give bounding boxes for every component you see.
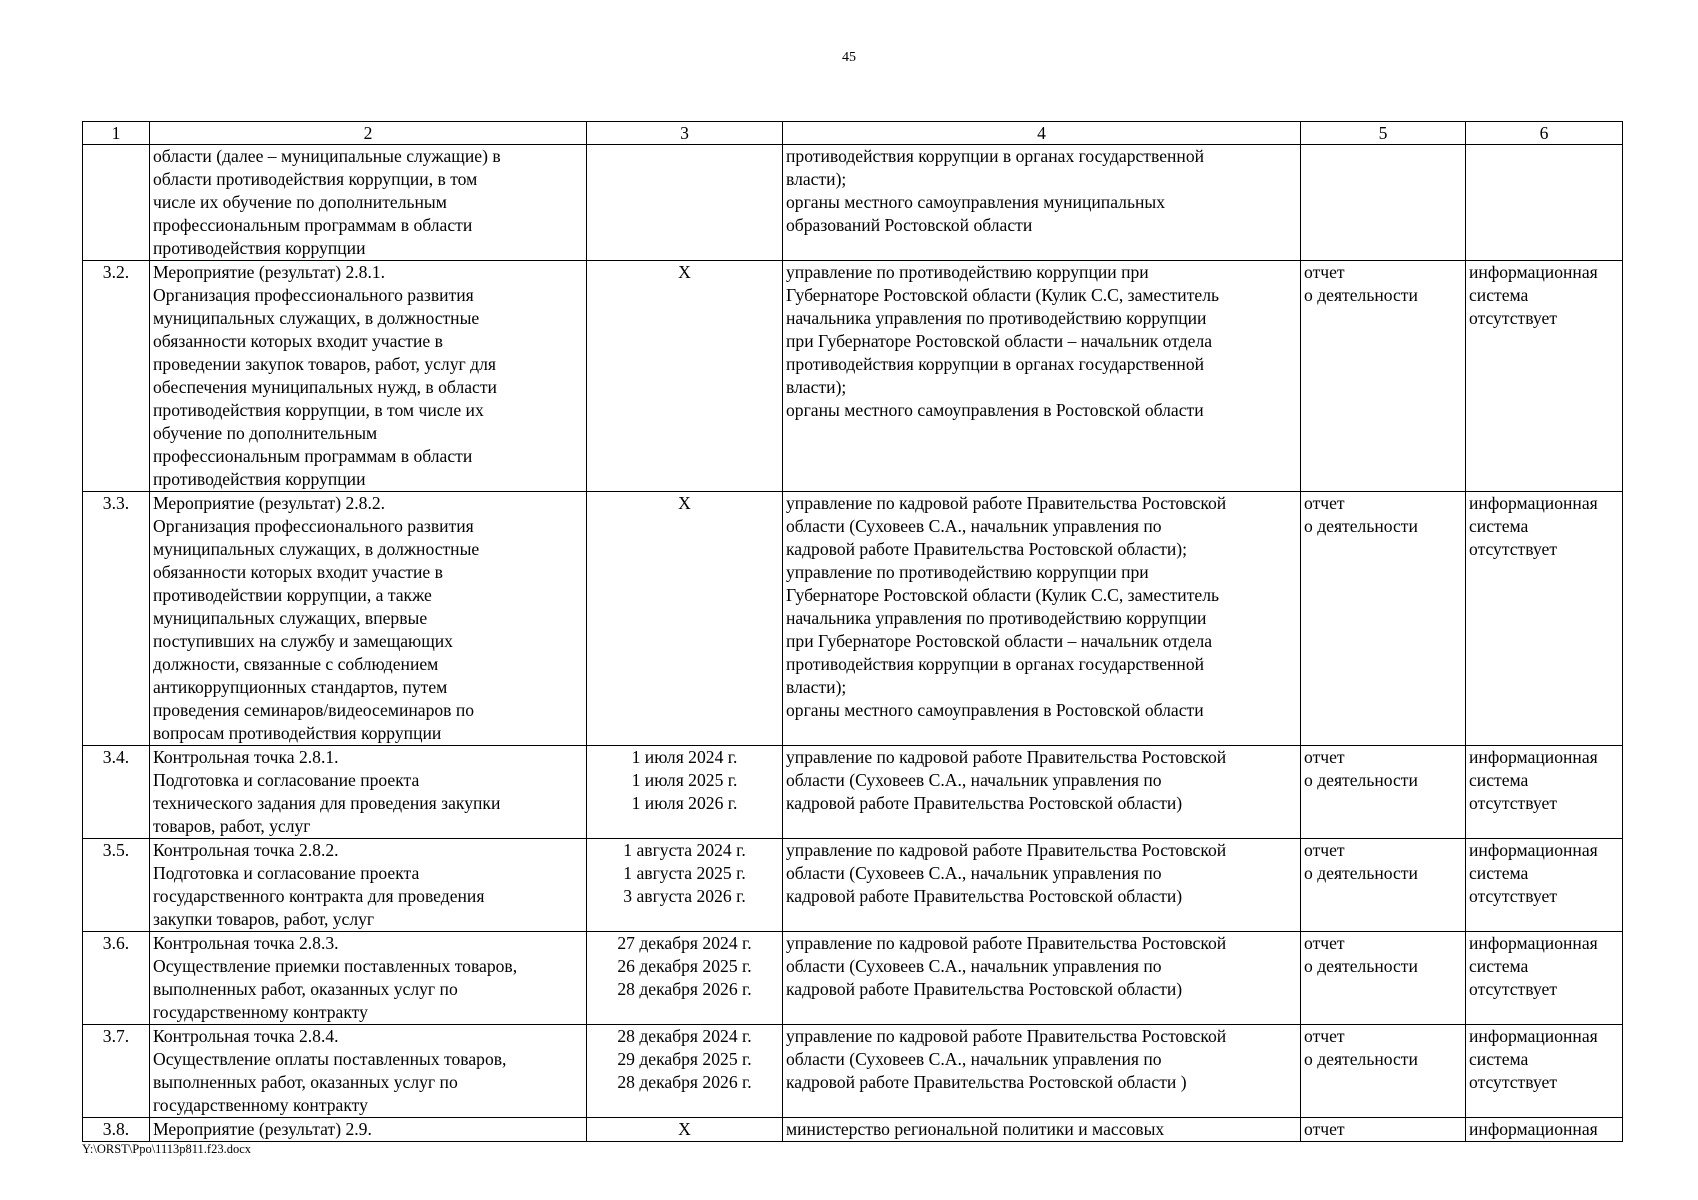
cell-line: обязанности которых входит участие в [153, 331, 443, 351]
description-cell [150, 746, 587, 839]
cell-line: образований Ростовской области [786, 215, 1033, 235]
cell-line: Подготовка и согласование проекта [153, 770, 420, 790]
cell-line: система [1469, 956, 1529, 976]
responsible-cell [783, 1025, 1301, 1118]
cell-line: профессиональным программам в области [153, 215, 473, 235]
cell-line: Х [678, 262, 691, 282]
information-system-cell [1466, 145, 1623, 261]
cell-line: 1 августа 2024 г. [623, 840, 746, 860]
deadline-cell [587, 1118, 783, 1142]
cell-line: товаров, работ, услуг [153, 816, 311, 836]
column-header: 6 [1466, 122, 1623, 145]
responsible-cell [783, 746, 1301, 839]
deadline-cell [587, 932, 783, 1025]
cell-line: управление по противодействию коррупции при [786, 562, 1149, 582]
column-header: 2 [150, 122, 587, 145]
deadline-cell [587, 145, 783, 261]
cell-line: информационная [1469, 747, 1598, 767]
table-row [83, 261, 1623, 492]
cell-line: управление по кадровой работе Правительства Ростовской [786, 1026, 1227, 1046]
description-cell [150, 932, 587, 1025]
cell-line: 27 декабря 2024 г. [617, 933, 752, 953]
cell-line: Губернаторе Ростовской области (Кулик С.С, заместитель [786, 585, 1220, 605]
cell-line: управление по кадровой работе Правительства Ростовской [786, 747, 1227, 767]
cell-line: обучение по дополнительным [153, 423, 378, 443]
column-header: 5 [1301, 122, 1466, 145]
cell-line: отчет [1304, 262, 1345, 282]
document-cell [1301, 145, 1466, 261]
cell-line: отсутствует [1469, 539, 1558, 559]
description-cell [150, 1025, 587, 1118]
cell-line: власти); [786, 677, 847, 697]
cell-line: отчет [1304, 493, 1345, 513]
cell-line: проведении закупок товаров, работ, услуг для [153, 354, 496, 374]
cell-line: управление по кадровой работе Правительства Ростовской [786, 493, 1227, 513]
description-cell [150, 1118, 587, 1142]
deadline-cell [587, 492, 783, 746]
cell-line: должности, связанные с соблюдением [153, 654, 439, 674]
deadline-cell [587, 1025, 783, 1118]
cell-line: органы местного самоуправления муниципальных [786, 192, 1166, 212]
cell-line: Мероприятие (результат) 2.8.2. [153, 493, 386, 513]
cell-line: области (Суховеев С.А., начальник управления по [786, 1049, 1162, 1069]
responsible-cell [783, 1118, 1301, 1142]
cell-line: о деятельности [1304, 770, 1418, 790]
row-number-cell: 3.5. [83, 839, 150, 932]
cell-line: 28 декабря 2026 г. [617, 1072, 752, 1092]
cell-line: противодействия коррупции в органах государственной [786, 354, 1205, 374]
cell-line: органы местного самоуправления в Ростовской области [786, 700, 1204, 720]
cell-line: органы местного самоуправления в Ростовской области [786, 400, 1204, 420]
cell-line: отсутствует [1469, 886, 1558, 906]
document-cell [1301, 1118, 1466, 1142]
table-row [83, 1025, 1623, 1118]
description-cell [150, 839, 587, 932]
information-system-cell [1466, 492, 1623, 746]
responsible-cell [783, 932, 1301, 1025]
cell-line: система [1469, 285, 1529, 305]
cell-line: Контрольная точка 2.8.4. [153, 1026, 339, 1046]
document-cell [1301, 492, 1466, 746]
responsible-cell [783, 145, 1301, 261]
cell-line: выполненных работ, оказанных услуг по [153, 979, 458, 999]
cell-line: информационная [1469, 1026, 1598, 1046]
cell-line: начальника управления по противодействию коррупции [786, 608, 1207, 628]
cell-line: 1 июля 2026 г. [631, 793, 738, 813]
table-row [83, 746, 1623, 839]
deadline-cell [587, 746, 783, 839]
cell-line: кадровой работе Правительства Ростовской области) [786, 793, 1183, 813]
row-number-cell: 3.2. [83, 261, 150, 492]
row-number-cell: 3.7. [83, 1025, 150, 1118]
cell-line: отчет [1304, 840, 1345, 860]
document-cell [1301, 839, 1466, 932]
header-row [83, 122, 1623, 145]
cell-line: информационная [1469, 1119, 1598, 1139]
cell-line: области (Суховеев С.А., начальник управления по [786, 516, 1162, 536]
responsible-cell [783, 261, 1301, 492]
description-cell [150, 492, 587, 746]
cell-line: числе их обучение по дополнительным [153, 192, 447, 212]
cell-line: информационная [1469, 493, 1598, 513]
cell-line: профессиональным программам в области [153, 446, 473, 466]
document-cell [1301, 1025, 1466, 1118]
document-cell [1301, 932, 1466, 1025]
page-number: 45 [842, 50, 856, 65]
row-number-cell: 3.3. [83, 492, 150, 746]
information-system-cell [1466, 932, 1623, 1025]
cell-line: противодействии коррупции, а также [153, 585, 432, 605]
cell-line: власти); [786, 377, 847, 397]
cell-line: отсутствует [1469, 979, 1558, 999]
information-system-cell [1466, 1025, 1623, 1118]
table-row [83, 1118, 1623, 1142]
cell-line: 3 августа 2026 г. [623, 886, 746, 906]
row-number-cell: 3.4. [83, 746, 150, 839]
table-row [83, 932, 1623, 1025]
cell-line: отсутствует [1469, 1072, 1558, 1092]
cell-line: информационная [1469, 262, 1598, 282]
cell-line: о деятельности [1304, 516, 1418, 536]
cell-line: государственному контракту [153, 1002, 368, 1022]
cell-line: муниципальных служащих, в должностные [153, 308, 480, 328]
cell-line: 1 июля 2024 г. [631, 747, 738, 767]
cell-line: противодействия коррупции в органах государственной [786, 654, 1205, 674]
cell-line: муниципальных служащих, в должностные [153, 539, 480, 559]
cell-line: Х [678, 493, 691, 513]
cell-line: области (Суховеев С.А., начальник управления по [786, 863, 1162, 883]
cell-line: о деятельности [1304, 956, 1418, 976]
cell-line: области противодействия коррупции, в том [153, 169, 478, 189]
cell-line: управление по кадровой работе Правительства Ростовской [786, 933, 1227, 953]
cell-line: Мероприятие (результат) 2.8.1. [153, 262, 386, 282]
cell-line: области (далее – муниципальные служащие) в [153, 146, 501, 166]
cell-line: вопросам противодействия коррупции [153, 723, 442, 743]
cell-line: Осуществление приемки поставленных товаров, [153, 956, 518, 976]
column-header: 1 [83, 122, 150, 145]
cell-line: о деятельности [1304, 863, 1418, 883]
table-row [83, 839, 1623, 932]
cell-line: области (Суховеев С.А., начальник управления по [786, 770, 1162, 790]
cell-line: отчет [1304, 1119, 1345, 1139]
cell-line: Контрольная точка 2.8.1. [153, 747, 339, 767]
cell-line: обеспечения муниципальных нужд, в области [153, 377, 497, 397]
column-header: 4 [783, 122, 1301, 145]
cell-line: система [1469, 863, 1529, 883]
cell-line: кадровой работе Правительства Ростовской области ) [786, 1072, 1187, 1092]
cell-line: Губернаторе Ростовской области (Кулик С.С, заместитель [786, 285, 1220, 305]
cell-line: Х [678, 1119, 691, 1139]
row-number-cell: 3.8. [83, 1118, 150, 1142]
cell-line: власти); [786, 169, 847, 189]
cell-line: технического задания для проведения закупки [153, 793, 501, 813]
cell-line: противодействия коррупции [153, 469, 366, 489]
cell-line: система [1469, 1049, 1529, 1069]
cell-line: 28 декабря 2026 г. [617, 979, 752, 999]
file-path-footer: Y:\ORST\Ppo\1113p811.f23.docx [82, 1142, 251, 1156]
responsible-cell [783, 492, 1301, 746]
cell-line: Организация профессионального развития [153, 516, 474, 536]
cell-line: противодействия коррупции [153, 238, 366, 258]
cell-line: кадровой работе Правительства Ростовской области) [786, 886, 1183, 906]
cell-line: информационная [1469, 840, 1598, 860]
table-row [83, 145, 1623, 261]
cell-line: отсутствует [1469, 308, 1558, 328]
document-cell [1301, 746, 1466, 839]
row-number-cell: 3.6. [83, 932, 150, 1025]
cell-line: система [1469, 770, 1529, 790]
cell-line: противодействия коррупции, в том числе их [153, 400, 484, 420]
cell-line: противодействия коррупции в органах государственной [786, 146, 1205, 166]
information-system-cell [1466, 839, 1623, 932]
plan-table [82, 121, 1623, 1142]
cell-line: поступивших на службу и замещающих [153, 631, 453, 651]
cell-line: о деятельности [1304, 285, 1418, 305]
cell-line: Осуществление оплаты поставленных товаров, [153, 1049, 507, 1069]
information-system-cell [1466, 1118, 1623, 1142]
cell-line: управление по противодействию коррупции при [786, 262, 1149, 282]
plan-table-container [82, 121, 1622, 1142]
deadline-cell [587, 261, 783, 492]
cell-line: 26 декабря 2025 г. [617, 956, 752, 976]
description-cell [150, 261, 587, 492]
cell-line: Подготовка и согласование проекта [153, 863, 420, 883]
table-row [83, 492, 1623, 746]
deadline-cell [587, 839, 783, 932]
cell-line: антикоррупционных стандартов, путем [153, 677, 448, 697]
information-system-cell [1466, 746, 1623, 839]
cell-line: государственному контракту [153, 1095, 368, 1115]
cell-line: закупки товаров, работ, услуг [153, 909, 375, 929]
cell-line: начальника управления по противодействию коррупции [786, 308, 1207, 328]
description-cell [150, 145, 587, 261]
cell-line: отсутствует [1469, 793, 1558, 813]
cell-line: 28 декабря 2024 г. [617, 1026, 752, 1046]
cell-line: области (Суховеев С.А., начальник управления по [786, 956, 1162, 976]
cell-line: управление по кадровой работе Правительства Ростовской [786, 840, 1227, 860]
cell-line: информационная [1469, 933, 1598, 953]
cell-line: 29 декабря 2025 г. [617, 1049, 752, 1069]
document-cell [1301, 261, 1466, 492]
information-system-cell [1466, 261, 1623, 492]
cell-line: при Губернаторе Ростовской области – начальник отдела [786, 631, 1213, 651]
cell-line: 1 августа 2025 г. [623, 863, 746, 883]
cell-line: обязанности которых входит участие в [153, 562, 443, 582]
cell-line: при Губернаторе Ростовской области – начальник отдела [786, 331, 1213, 351]
cell-line: Контрольная точка 2.8.3. [153, 933, 339, 953]
cell-line: отчет [1304, 933, 1345, 953]
cell-line: проведения семинаров/видеосеминаров по [153, 700, 475, 720]
cell-line: отчет [1304, 747, 1345, 767]
row-number-cell [83, 145, 150, 261]
cell-line: о деятельности [1304, 1049, 1418, 1069]
cell-line: Мероприятие (результат) 2.9. [153, 1119, 372, 1139]
cell-line: отчет [1304, 1026, 1345, 1046]
cell-line: государственного контракта для проведения [153, 886, 485, 906]
cell-line: выполненных работ, оказанных услуг по [153, 1072, 458, 1092]
cell-line: система [1469, 516, 1529, 536]
cell-line: кадровой работе Правительства Ростовской области) [786, 979, 1183, 999]
cell-line: 1 июля 2025 г. [631, 770, 738, 790]
cell-line: Организация профессионального развития [153, 285, 474, 305]
column-header: 3 [587, 122, 783, 145]
cell-line: кадровой работе Правительства Ростовской области); [786, 539, 1188, 559]
cell-line: министерство региональной политики и массовых [786, 1119, 1165, 1139]
cell-line: Контрольная точка 2.8.2. [153, 840, 339, 860]
cell-line: муниципальных служащих, впервые [153, 608, 428, 628]
responsible-cell [783, 839, 1301, 932]
